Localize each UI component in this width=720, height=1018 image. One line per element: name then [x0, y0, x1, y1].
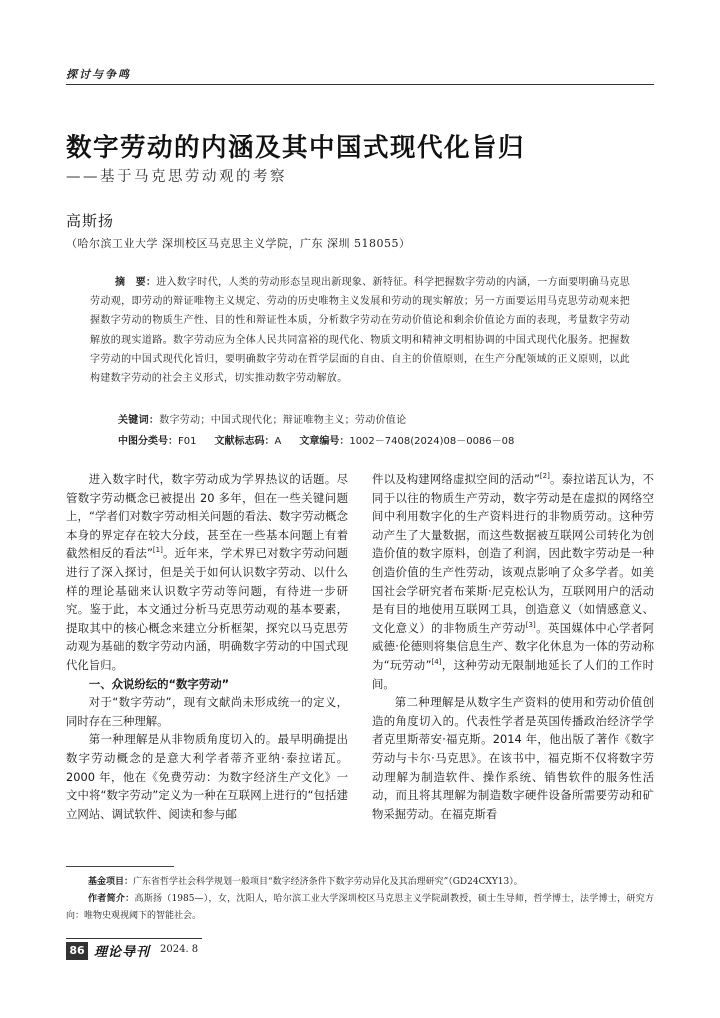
clc-value: F01 [178, 436, 197, 447]
classification-line [118, 432, 514, 447]
column-label: 探讨与争鸣 [66, 68, 131, 81]
keywords-text: 数字劳动；中国式现代化；辩证唯物主义；劳动价值论 [159, 415, 407, 426]
article-title: 数字劳动的内涵及其中国式现代化旨归 [66, 133, 526, 163]
body-right-column [372, 470, 654, 860]
abstract-paragraph [90, 273, 630, 388]
fund-note [66, 874, 654, 891]
body-text: 。英国媒体中心学者阿威德·伦德则将集信息生产、数字化休息为一体的劳动称为“玩劳动” [372, 620, 654, 672]
body-text: 。近年来，学术界已对数字劳动问题进行了深入探讨，但是关于如何认识数字劳动、以什么样的理论基础来认识数字劳动等问题，有待进一步研究。鉴于此，本文通过分析马克思劳动观的基本要素，提取其中的核心概念来建立分析框架，探究以马克思劳动观为基础的数字劳动内涵，明确数字劳动的中国式现代化旨归。 [66, 546, 348, 672]
body-paragraph [66, 470, 348, 675]
citation-ref: [1] [152, 546, 163, 555]
keywords [118, 411, 406, 426]
doc-code-label: 文献标志码： [214, 436, 275, 447]
citation-ref: [4] [431, 658, 442, 667]
body-paragraph: 对于“数字劳动”，现有文献尚未形成统一的定义，同时存在三种理解。 [66, 695, 348, 728]
body-text: 。泰拉诺瓦认为，不同于以往的物质生产劳动，数字劳动是在虚拟的网络空间中利用数字化的生产资料进行的非物质劳动。这种劳动产生了大量数据，而这些数据被互联网公司转化为创造价值的数字原料，创造了利润，因此数字劳动是一种创造价值的生产性劳动，该观点影响了众多学者。如美国社会学研究者布莱斯·尼克松认为，互联网用户的活动是有目的地使用互联网工具，创造意义（如情感意义、文化意义）的非物质生产劳动 [372, 472, 654, 635]
author-affiliation: （哈尔滨工业大学 深圳校区马克思主义学院，广东 深圳 518055） [66, 237, 411, 250]
author-name: 高斯扬 [66, 212, 115, 230]
body-paragraph: 第二种理解是从数字生产资料的使用和劳动价值创造的角度切入的。代表性学者是英国传播政治经济学学者克里斯蒂安·福克斯。2014 年，他出版了著作《数字劳动与卡尔·马克思》。在该书中，福克斯不仅将数字劳动理解为制造软件、操作系统、销售软件的服务性活动，而且将其理解为制造数字硬件设备所需要劳动和矿物采掘劳动。在福克斯看 [372, 695, 654, 821]
article-number-value: 1002－7408(2024)08－0086－08 [349, 436, 515, 447]
footnote-rule [66, 866, 174, 867]
fund-text: 广东省哲学社会科学规划一般项目“数字经济条件下数字劳动异化及其治理研究”（GD24CXY13）。 [133, 877, 523, 887]
body-text: 进入数字时代，数字劳动成为学界热议的话题。尽管数字劳动概念已被提出 20 多年，但在一些关键问题上，“学者们对数字劳动相关问题的看法、数字劳动概念本身的界定存在较大分歧，甚至在一些基本问题上有着截然相反的看法” [66, 472, 348, 561]
body-left-column [66, 470, 348, 860]
body-paragraph: 第一种理解是从非物质角度切入的。最早明确提出数字劳动概念的是意大利学者蒂齐亚纳·泰拉诺瓦。2000 年，他在《免费劳动：为数字经济生产文化》一文中将“数字劳动”定义为一种在互联网上进行的“包括建立网站、调试软件、阅读和参与邮 [66, 732, 348, 821]
article-subtitle: ——基于马克思劳动观的考察 [66, 169, 287, 185]
citation-ref: [3] [525, 620, 536, 629]
body-text: 件以及构建网络虚拟空间的活动” [372, 472, 540, 486]
author-bio-label: 作者简介： [88, 894, 135, 904]
body-text: ，这种劳动无限制地延长了人们的工作时间。 [372, 657, 654, 691]
citation-ref: [2] [539, 472, 550, 481]
abstract-text: 进入数字时代，人类的劳动形态呈现出新现象、新特征。科学把握数字劳动的内涵，一方面要明确马克思劳动观，即劳动的辩证唯物主义规定、劳动的历史唯物主义发展和劳动的现实解放；另一方面要运用马克思劳动观来把握数字劳动的物质生产性、目的性和辩证性本质，分析数字劳动在劳动价值论和剩余价值论方面的表现，考量数字劳动解放的现实道路。数字劳动应为全体人民共同富裕的现代化、物质文明和精神文明相协调的中国式现代化服务。把握数字劳动的中国式现代化旨归，要明确数字劳动在哲学层面的自由、自主的价值原则，在生产分配领域的正义原则，以此构建数字劳动的社会主义形式，切实推动数字劳动解放。 [90, 277, 631, 385]
keywords-label: 关键词： [118, 415, 160, 426]
issue-date: 2024. 8 [160, 944, 199, 955]
author-note [66, 891, 654, 925]
abstract-label: 摘 要： [115, 277, 157, 288]
footer-rule [66, 938, 202, 939]
fund-label: 基金项目： [88, 877, 134, 887]
page-number: 86 [66, 942, 88, 960]
footnotes [66, 874, 654, 925]
section-heading: 一、众说纷纭的“数字劳动” [88, 676, 230, 691]
article-number-label: 文章编号： [299, 436, 350, 447]
author-bio-text: 高斯扬（1985—），女，沈阳人，哈尔滨工业大学深圳校区马克思主义学院副教授，硕士生导师，哲学博士，法学博士，研究方向：唯物史观视阈下的智能社会。 [66, 894, 654, 921]
header-rule [66, 84, 654, 85]
journal-name: 理论导刊 [94, 945, 151, 960]
doc-code-value: A [274, 436, 282, 447]
abstract [90, 273, 630, 388]
clc-label: 中图分类号： [118, 436, 178, 447]
body-paragraph [372, 470, 654, 693]
